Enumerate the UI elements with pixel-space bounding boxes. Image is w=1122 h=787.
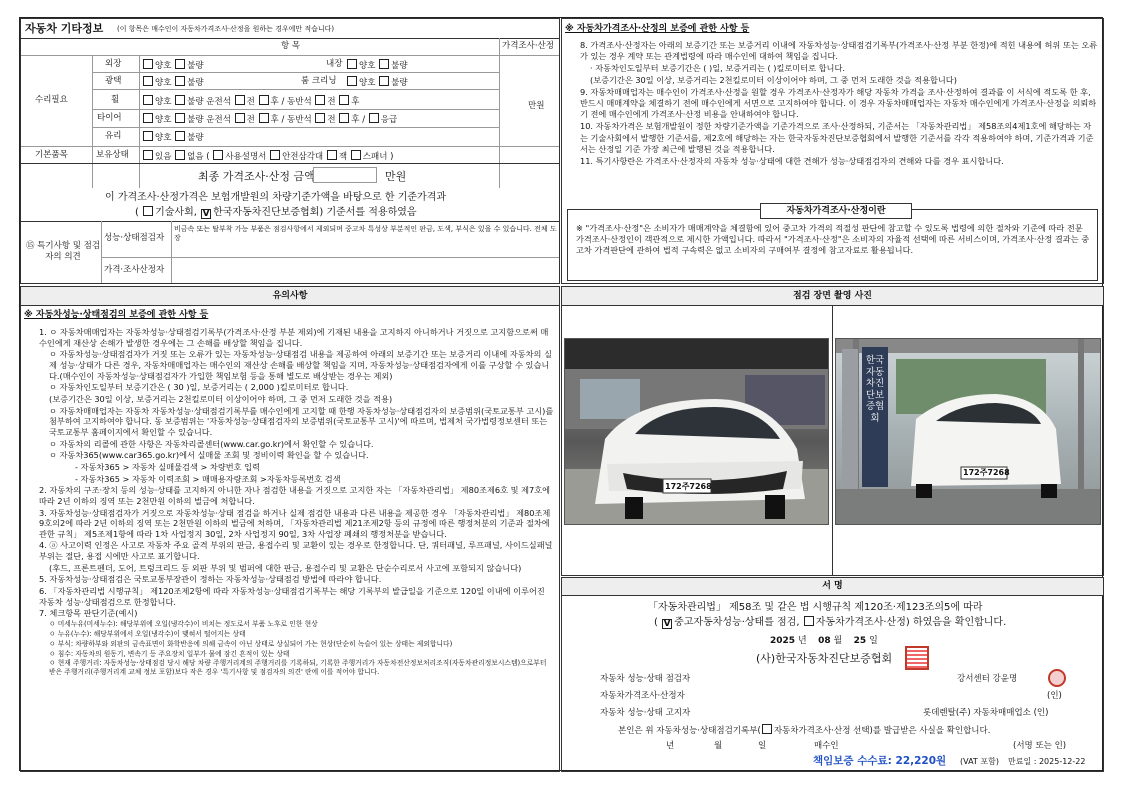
inspector-stamp-icon [1048, 669, 1066, 687]
possession-label: 보유상태 [96, 150, 129, 160]
room-clean-checks[interactable]: 양호 불량 [346, 76, 408, 89]
basis-line1: 이 가격조사·산정가격은 보험개발원의 차량기준가액을 바탕으로 한 기준가격과 [105, 192, 447, 203]
notes-section [20, 286, 560, 772]
row-tire-label: 타이어 [97, 113, 122, 123]
row-wheel-label: 휠 [111, 95, 120, 105]
front-car-image [565, 339, 829, 525]
note-7e: ㅇ 현재 주행거리: 자동차성능·상태점검 당시 해당 차량 주행거리계의 주행거리를 기록하되, 기록한 주행거리가 자동차전산정보처리조직(자동차관리정보시스템)으로부터 받은 주행거리(주행거리계 교체 정보 포함)보다 작은 경우 '특기사항 및 점검자의 의견' 란에 이를 적어야 합니다. [49, 659, 547, 677]
item-11: 11. 특기사항란은 가격조사·산정자의 자동차 성능·상태에 대한 견해가 성능·상태점검자의 견해와 다를 경우 표시합니다. [580, 155, 1004, 166]
basic-items-checks[interactable]: 있음 없음 ( 사용설명서 안전삼각대 잭 스패너 ) [142, 150, 393, 163]
inspection-record-page [19, 17, 1103, 771]
fee-vat: (VAT 포함) [960, 757, 999, 766]
issue-date: 2025 년 08 월 25 일 [770, 636, 878, 646]
signature-section [561, 577, 1104, 772]
row-price-inspector-label: 자동차가격조사·산정자 [600, 691, 685, 701]
expiry-date: 만료일 : 2025-12-22 [1008, 757, 1086, 766]
final-price-input[interactable] [313, 167, 377, 183]
plate-number-front: 172주7268 [665, 482, 712, 491]
price-guarantee-section [561, 18, 1104, 284]
note-1d: ㅇ 자동차매매업자는 자동차 자동차성능·상태점검기록부를 매수인에게 고지할 때 한행 자동차성능·상태점검자의 보증범위(국토교통부 고시)를 첨부하여 고지하여야 합니다. 동 보증범위는 '자동차성능·상태점검자의 보증범위(국토교통부 고시)'에 따르며, 법제처 국가법령정보센터 또는 국토교통부 홈페이지에서 확인할 수 있습니다. [49, 405, 554, 437]
item-10: 10. 자동차가격은 보험개발원이 정한 차량기준가액을 기준가격으로 조사·산정하되, 기준서는 「자동차관리법」 제58조의4제1호에 해당하는 자는 기술사회에서 발행한 기준서를, 제2호에 해당하는 자는 한국자동차진단보증협회에서 발행한 기준서를 각각 적용하여야 하며, 기준가격과 기준서는 산정일 기준 가장 최근에 발행된 것을 적용합니다. [580, 121, 1094, 154]
col-item-header: 항 목 [281, 41, 301, 51]
gloss-checks[interactable]: 양호 불량 [142, 76, 204, 89]
section-note: (이 항목은 매수인이 자동차가격조사·산정을 원하는 경우에만 적습니다) [117, 25, 335, 33]
col-price-header: 가격조사·산정 [502, 41, 554, 51]
check-statement[interactable]: ( V 중고자동차성능·상태를 점검, 자동차가격조사·산정) 하였음을 확인합니다. [654, 617, 1007, 629]
buyer-confirm[interactable]: 본인은 위 자동차성능·상태점검기록부( 자동차가격조사·산정 선택)를 발급받은 사실을 확인합니다. [618, 726, 991, 736]
glass-checks[interactable]: 양호 불량 [142, 131, 204, 144]
signature-header: 서 명 [562, 578, 1103, 596]
note-1c2: (보증기간은 30일 이상, 보증거리는 2천킬로미터 이상이어야 하며, 그 중 먼저 도래한 것을 적용) [49, 393, 393, 404]
item-8-sub1: · 자동차인도일부터 보증기간은 ( )일, 보증거리는 ( )킬로미터로 합니다. [590, 63, 845, 74]
price-unit: 만원 [528, 101, 545, 111]
note-6: 6. 「자동차관리법 시행규칙」 제120조제2항에 따라 자동차성능·상태점검기록부는 해당 기록부의 발급일을 기준으로 120일 이내에 이루어진 자동차 성능·상태점검으로 한정합니다. [39, 586, 545, 607]
buyer-month: 월 [714, 741, 723, 751]
wheel-checks[interactable]: 양호 불량 운전석 전 후 / 동반석 전 후 [142, 95, 360, 108]
item-8: 8. 가격조사·산정자는 아래의 보증기간 또는 보증거리 이내에 자동차성능·상태점검기록부(가격조사·산정 부분 한정)에 적힌 내용에 허위 또는 오류가 있는 경우 계약 또는 관계법령에 따라 매수인에 대하여 책임을 집니다. [580, 40, 1098, 62]
inspector-label: 성능·상태점검자 [104, 233, 165, 243]
price-inspector-label: 가격·조사산정자 [104, 265, 165, 275]
buyer-sign: (서명 또는 인) [1013, 741, 1067, 751]
law-statement: 「자동차관리법」 제58조 및 같은 법 시행규칙 제120조·제123조의5에 따라 [648, 602, 983, 613]
row-notifier-label: 자동차 성능·상태 고지자 [600, 708, 691, 718]
note-1h: - 자동차365 > 자동차 이력조회 > 매매용자량조회 >자동차등록번호 검색 [75, 473, 341, 484]
item-9: 9. 자동차매매업자는 매수인이 가격조사·산정을 원할 경우 가격조사·산정자가 해당 자동차 가격을 조사·산정하여 결과를 이 서식에 적도록 한 후, 반드시 매매계약을 체결하기 전에 매수인에게 서면으로 고지하여야 합니다. 이 경우 자동차매매업자는 자동차 매수인에게 가격조사·산정을 의뢰하기 전에 매수인에게 가격조사·산정 비용을 안내하여야 합니다. [580, 87, 1097, 120]
association-sign: 한국자동차진단보증협회 [865, 355, 885, 424]
issuing-organization: (사)한국자동차진단보증협회 [756, 652, 893, 665]
note-5: 5. 자동차성능·상태점검은 국토교통부장관이 정하는 자동차성능·상태점검 방법에 따라야 합니다. [39, 574, 382, 585]
row-glass-label: 유리 [105, 131, 122, 141]
row-room-clean-label: 룸 크리닝 [301, 76, 337, 86]
exterior-checks[interactable]: 양호 불량 [142, 59, 204, 72]
photos-header: 점검 장면 촬영 사진 [562, 287, 1103, 306]
row-gloss-label: 광택 [105, 76, 122, 86]
note-1a: 1. ㅇ 자동차매매업자는 자동차성능·상태점검기록부(가격조사·산정 부분 제외)에 기재된 내용을 고지하지 아니하거나 거짓으로 고지함으로써 매수인에게 재산상 손해가 발생한 경우에는 그 손해를 배상할 책임을 집니다. [39, 327, 549, 348]
photos-section [561, 286, 1104, 576]
note-2: 2. 자동차의 구조·장치 등의 성능·상태를 고지하지 아니한 자나 점검한 내용을 거짓으로 고지한 자는 「자동차관리법」 제80조제6호 및 제7호에 따라 2년 이하의 징역 또는 2천만원 이하의 벌금에 처합니다. [39, 485, 551, 506]
basic-items-label: 기본품목 [35, 150, 68, 160]
note-7: 7. 체크항목 판단기준(예시) [39, 608, 138, 619]
row-inspector-value: 강서센터 강윤명 [957, 674, 1018, 684]
final-price-label: 최종 가격조사·산정 금액 [198, 170, 315, 183]
guarantee-title: ※ 자동차가격조사·산정의 보증에 관한 사항 등 [565, 24, 750, 34]
inspection-photo-front [564, 338, 829, 525]
note-4: 4. ⓐ 사고이력 인정은 사고로 자동차 주요 골격 부위의 판금, 용접수리 및 교환이 있는 경우로 한정합니다. 단, 쿼터패널, 루프패널, 사이드실패널 부위는 절단, 용접 시에만 사고로 표기합니다. [39, 540, 553, 562]
plate-number-lift: 172주7268 [963, 468, 1010, 477]
note-7d: ㅇ 침수: 자동차의 원동기, 변속기 등 주요장치 일부가 물에 잠긴 흔적이 있는 상태 [49, 649, 290, 658]
buyer-year: 년 [666, 741, 675, 751]
section-title: 자동차 기타정보 [25, 22, 104, 35]
tire-checks[interactable]: 양호 불량 운전석 전 후 / 동반석 전 후 / 응급 [142, 113, 397, 126]
org-seal-icon [905, 646, 929, 670]
guarantee-fee: 책임보증 수수료: 22,220원 [813, 755, 947, 767]
buyer-label: 매수인 [814, 741, 839, 751]
row-price-inspector-value: (인) [1047, 691, 1062, 701]
row-inspector-label: 자동차 성능·상태 점검자 [600, 674, 691, 684]
price-definition-text: ※ "가격조사·산정"은 소비자가 매매계약을 체결함에 있어 중고차 가격의 적절성 판단에 참고할 수 있도록 법령에 의한 절차와 기준에 따라 전문 가격조사·산정인이 객관적으로 제시한 가액입니다. 따라서 "가격조사·산정"은 소비자의 자율적 선택에 따른 서비스이며, 가격조사·산정 결과는 중고차 가격판단에 관하여 법적 구속력은 없고 소비자의 구매여부 결정에 참고자료로 활용됩니다. [576, 223, 1090, 256]
repair-label: 수리필요 [35, 95, 68, 105]
final-price-unit: 만원 [385, 170, 407, 183]
note-3: 3. 자동차성능·상태점검자가 거짓으로 자동차성능·상태 점검을 하거나 실제 점검한 내용과 다른 내용을 제공한 경우 「자동차관리법」 제80조제9호의2에 따라 2년 이하의 징역 또는 2천만원 이하의 벌금에 처하며, 「자동차관리법 제21조제2항 등의 규정에 따른 행정처분의 기준과 절차에 관한 규칙」 제5조제1항에 따라 1차 사업정지 30일, 2차 사업정지 90일, 3차 사업장 폐쇄의 행정처분을 받습니다. [39, 507, 551, 539]
item-8-sub2: (보증기간은 30일 이상, 보증거리는 2천킬로미터 이상이어야 하며, 그 중 먼저 도래한 것을 적용합니다) [590, 75, 957, 86]
special-notes-label: ⑮ 특기사항 및 점검자의 의견 [25, 241, 101, 263]
row-notifier-value: 롯데렌탈(주) 자동차매매업소 (인) [923, 708, 1049, 718]
price-definition-title: 자동차가격조사·산정이란 [760, 203, 912, 219]
note-7b: ㅇ 누유(누수): 해당부위에서 오일(냉각수)이 맺혀서 떨어지는 상태 [49, 629, 246, 638]
note-4b: (후드, 프론트펜더, 도어, 트렁크리드 등 외판 부위 및 범퍼에 대한 판금, 용접수리 및 교환은 단순수리로서 사고에 포함되지 않습니다) [49, 562, 522, 573]
interior-checks[interactable]: 양호 불량 [346, 59, 408, 72]
note-1g: - 자동차365 > 자동차 실매물검색 > 차량번호 입력 [75, 461, 260, 472]
vehicle-extra-info-section [20, 18, 560, 284]
basis-line2: ( 기술사회, V 한국자동차진단보증협회) 기준서를 적용하였음 [135, 207, 417, 219]
note-1f: ㅇ 자동차365(www.car365.go.kr)에서 실매물 조회 및 정비이력 확인을 할 수 있습니다. [49, 450, 369, 461]
note-1c: ㅇ 자동차인도일부터 보증기간은 ( 30 )일, 보증거리는 ( 2,000 )킬로미터로 합니다. [49, 382, 349, 393]
note-1e: ㅇ 자동차의 리콜에 관한 사항은 자동차리콜센터(www.car.go.kr)에서 확인할 수 있습니다. [49, 438, 374, 449]
row-interior-label: 내장 [326, 59, 343, 69]
inspection-photo-lift [835, 338, 1101, 525]
row-exterior-label: 외장 [105, 59, 122, 69]
note-1b: ㅇ 자동차성능·상태점검자가 거짓 또는 오류가 있는 자동차성능·상태점검 내용을 제공하여 아래의 보증기간 또는 보증거리 이내에 자동차의 실제 성능·상태가 다른 경우, 자동차매매업자는 매수인의 재산상 손해를 배상할 책임을 지며, 자동차성능·상태점검자에게 이를 구상할 수 있습니다.(매수인이 자동차성능·상태점검자가 가입한 책임보험 등을 통해 별도로 배상받는 경우는 제외) [49, 349, 552, 381]
notes-header: 유의사항 [21, 287, 559, 306]
buyer-day: 일 [758, 741, 767, 751]
note-7a: ㅇ 미세누유(미세누수): 해당부위에 오일(냉각수)이 비치는 정도로서 부품 노후로 인한 현상 [49, 620, 318, 629]
inspector-opinion: 비금속 또는 탈부착 가능 부품은 점검사항에서 제외되며 중고차 특성상 부분적인 판금, 도색, 부식은 있을 수 있습니다. 전체 도장 [174, 225, 557, 243]
notes-title: ※ 자동차성능·상태점검의 보증에 관한 사항 등 [24, 310, 209, 320]
note-7c: ㅇ 부식: 차량하부와 외판의 금속표면이 화학반응에 의해 금속이 아닌 상태로 상실되어 가는 현상(단순히 녹슬어 있는 상태는 제외합니다) [49, 639, 453, 648]
